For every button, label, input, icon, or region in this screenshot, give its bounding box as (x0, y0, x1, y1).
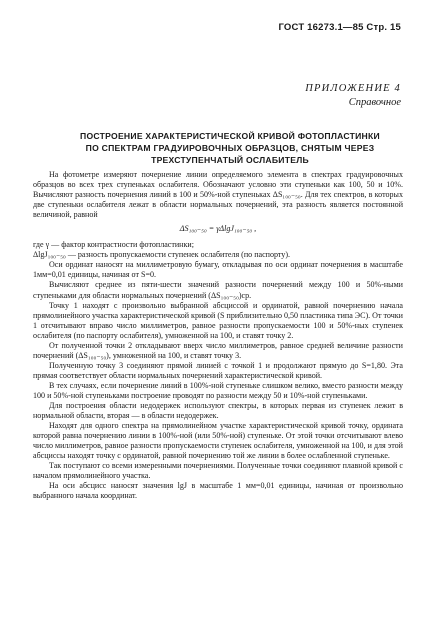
paragraph: Полученную точку 3 соединяют прямой линией с точкой 1 и продолжают прямую до S=1,80. Эта прямая соответствует области нормальных почернений характеристической кривой. (33, 360, 403, 380)
paragraph: Вычисляют среднее из пяти-шести значений разности почернений между 100 и 50%-ными ступеньками для области нормальных почернений (ΔS₁₀₀₋₅₀)ср. (33, 280, 403, 300)
paragraph: Находят для одного спектра на прямолинейном участке характеристической кривой точку, ордината которой равна почернению линии в 100%-ной (или 50%-ной) ступеньке. От этой точки отсчитывают влево число миллиметров, равное разности пропускаемости ступенек ослабителя, умноженной на 100, и для этой абсциссы находят точку с ординатой, равной почернению той же линии в более ослабленной ступеньке. (33, 421, 403, 461)
definitions (33, 240, 403, 260)
paragraph: Точку 1 находят с произвольно выбранной абсциссой и ординатой, равной почернению начала прямолинейного участка характеристической кривой (S приблизительно 0,50 пластинка типа ЭС). От точки 1 отсчитывают вправо число миллиметров, равное разности пропускаемости 100 и 50%-ных ступенек ослабителя (по паспорту ослабителя), умноженной на 100, и ставят точку 2. (33, 300, 403, 340)
body-text (33, 170, 403, 502)
paragraph: Так поступают со всеми измеренными почернениями. Полученные точки соединяют плавной кривой с началом прямолинейного участка. (33, 461, 403, 481)
definition-gamma: где γ — фактор контрастности фотопластинки; (33, 240, 194, 250)
paragraph: Оси ординат наносят на миллиметровую бумагу, откладывая по оси ординат почернения в масштабе 1мм=0,01 единицы, начиная от S=0. (33, 260, 403, 280)
paragraph: Для построения области недодержек используют спектры, в которых первая из ступенек лежит в нормальной области, вторая — в области недодержек. (33, 401, 403, 421)
formula: ΔS₁₀₀₋₅₀ = γΔlgJ₁₀₀₋₅₀ , (179, 224, 257, 234)
paragraph: В тех случаях, если почернение линий в 100%-ной ступеньке слишком велико, вместо разности между 100 и 50%-ной ступеньками построение проводят по разности между 50 и 10%-ной ступеньками. (33, 380, 403, 400)
title-line-2: ПО СПЕКТРАМ ГРАДУИРОВОЧНЫХ ОБРАЗЦОВ, СНЯТЫМ ЧЕРЕЗ (85, 143, 375, 154)
title-line-3: ТРЕХСТУПЕНЧАТЫЙ ОСЛАБИТЕЛЬ (151, 155, 309, 166)
paragraph: На фотометре измеряют почернение линии определяемого элемента в спектрах градуировочных образцов во всех трех ступеньках ослабителя. Обозначают условно эти ступеньки как 100, 50 и 10%. Вычисляют разность почернения линий в 100 и 50%-ной ступеньках ΔS₁₀₀₋₅₀. Для тех спектров, в которых две ступеньки ослабителя лежат в области нормальных почернений, эта разность является постоянной величиной, равной (33, 170, 403, 220)
title-line-1: ПОСТРОЕНИЕ ХАРАКТЕРИСТИЧЕСКОЙ КРИВОЙ ФОТОПЛАСТИНКИ (80, 131, 380, 141)
appendix-title: ПРИЛОЖЕНИЕ 4 (305, 83, 401, 94)
document-title (60, 130, 400, 167)
appendix-subtitle: Справочное (348, 97, 401, 108)
definition-delta-lgj: ΔlgJ₁₀₀₋₅₀ — разность пропускаемости ступенек ослабителя (по паспорту). (33, 250, 291, 260)
paragraph: На оси абсцисс наносят значения lgJ в масштабе 1 мм=0,01 единицы, начиная от произвольно выбранного начала координат. (33, 481, 403, 501)
page-header: ГОСТ 16273.1—85 Стр. 15 (278, 22, 401, 33)
paragraph: От полученной точки 2 откладывают вверх число миллиметров, равное средней величине разности почернений (ΔS₁₀₀₋₅₀), умноженной на 100, и ставят точку 3. (33, 340, 403, 360)
appendix-label (305, 82, 401, 110)
